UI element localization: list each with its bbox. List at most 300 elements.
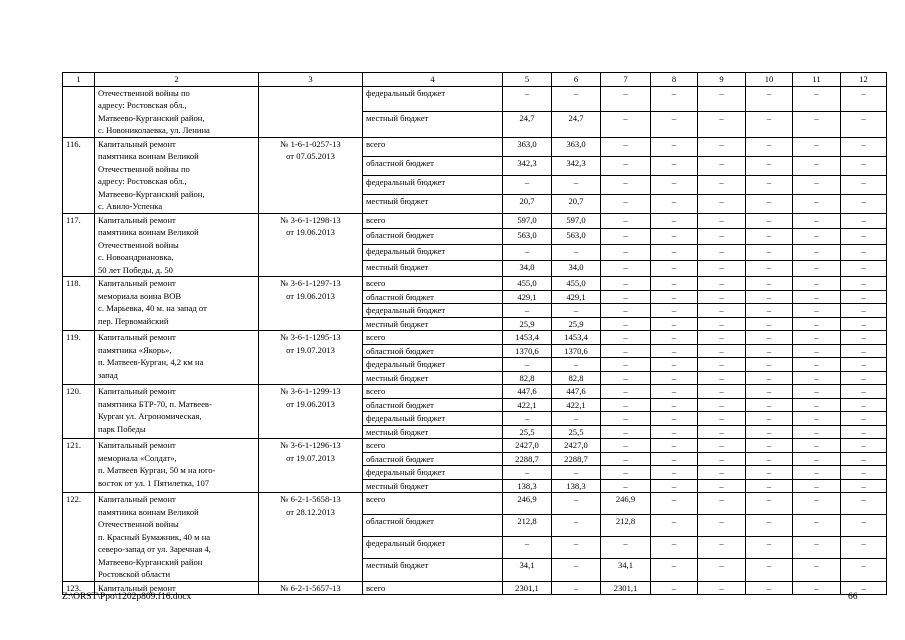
amount-cell: – — [601, 137, 651, 156]
amount-cell: – — [651, 137, 698, 156]
amount-cell: – — [793, 86, 841, 112]
text-line: № 3-6-1-1298-13 — [280, 214, 341, 225]
document-number — [259, 385, 363, 439]
amount-cell: – — [746, 175, 793, 194]
file-path: Z:\ORST\Ppo\1202p809.f16.docx — [62, 592, 192, 602]
amount-cell: – — [601, 290, 651, 304]
text-line: Капитальный ремонт — [98, 332, 176, 342]
amount-cell: – — [651, 213, 698, 229]
text-line: памятника воинам Великой — [98, 151, 199, 161]
text-line: с. Марьевка, 40 м. на запад от — [98, 303, 207, 313]
text-line: Капитальный ремонт — [98, 494, 176, 504]
text-line: Капитальный ремонт — [98, 138, 176, 149]
column-header: 7 — [601, 73, 651, 87]
amount-cell: – — [503, 466, 552, 480]
amount-cell: – — [651, 261, 698, 277]
text-line: Курган ул. Агрономическая, — [98, 411, 202, 421]
amount-cell: – — [651, 331, 698, 345]
amount-cell: – — [746, 452, 793, 466]
text-line: № 3-6-1-1296-13 — [280, 440, 341, 450]
text-line: Матвеево-Курганский район, — [98, 112, 205, 123]
amount-cell: – — [841, 137, 887, 156]
amount-cell: 422,1 — [503, 398, 552, 412]
table-row — [63, 493, 887, 515]
amount-cell: – — [793, 398, 841, 412]
text-line: № 3-6-1-1297-13 — [280, 278, 341, 288]
column-header: 2 — [95, 73, 259, 87]
amount-cell: – — [793, 559, 841, 581]
text-line: Капитальный ремонт — [98, 582, 176, 593]
amount-cell: – — [793, 317, 841, 331]
amount-cell: – — [841, 398, 887, 412]
amount-cell: – — [601, 466, 651, 480]
amount-cell: 429,1 — [503, 290, 552, 304]
table-row — [63, 385, 887, 399]
amount-cell: – — [746, 86, 793, 112]
amount-cell: – — [746, 385, 793, 399]
funding-source: всего — [363, 493, 503, 515]
text-line: с. Новоандриановка, — [98, 252, 174, 262]
funding-source: местный бюджет — [363, 261, 503, 277]
funding-source: местный бюджет — [363, 559, 503, 581]
amount-cell: 2427,0 — [503, 439, 552, 453]
amount-cell: 429,1 — [552, 290, 601, 304]
entry-description — [95, 493, 259, 582]
funding-source: областной бюджет — [363, 452, 503, 466]
amount-cell: – — [601, 245, 651, 261]
table-row — [63, 137, 887, 156]
amount-cell: – — [651, 425, 698, 439]
amount-cell: – — [841, 439, 887, 453]
amount-cell: – — [841, 358, 887, 372]
amount-cell: – — [651, 245, 698, 261]
amount-cell: 2288,7 — [552, 452, 601, 466]
amount-cell: – — [651, 452, 698, 466]
funding-source: местный бюджет — [363, 479, 503, 493]
text-line: от 19.06.2013 — [286, 227, 335, 237]
text-line: адресу: Ростовская обл., — [98, 100, 187, 110]
document-number — [259, 277, 363, 331]
funding-source: всего — [363, 277, 503, 291]
text-line: северо-запад от ул. Заречная 4, — [98, 544, 211, 554]
amount-cell: – — [552, 175, 601, 194]
entry-number: 120. — [63, 385, 95, 439]
amount-cell: – — [746, 479, 793, 493]
amount-cell: 138,3 — [552, 479, 601, 493]
page-number: 66 — [848, 592, 858, 602]
text-line: № 1-6-1-0257-13 — [280, 138, 341, 149]
amount-cell: – — [793, 194, 841, 213]
column-header: 3 — [259, 73, 363, 87]
table-row — [63, 213, 887, 229]
amount-cell: – — [601, 229, 651, 245]
amount-cell: – — [698, 581, 746, 595]
amount-cell: – — [841, 261, 887, 277]
amount-cell: 455,0 — [552, 277, 601, 291]
amount-cell: – — [503, 304, 552, 318]
amount-cell: 563,0 — [503, 229, 552, 245]
amount-cell: 447,6 — [552, 385, 601, 399]
amount-cell: – — [793, 213, 841, 229]
amount-cell: 2288,7 — [503, 452, 552, 466]
amount-cell: – — [601, 452, 651, 466]
amount-cell: – — [651, 358, 698, 372]
amount-cell: – — [552, 559, 601, 581]
amount-cell: – — [793, 304, 841, 318]
text-line: Отечественной войны — [98, 239, 179, 250]
amount-cell: – — [746, 425, 793, 439]
amount-cell: – — [698, 479, 746, 493]
amount-cell: 1453,4 — [503, 331, 552, 345]
document-number — [259, 439, 363, 493]
amount-cell: – — [651, 412, 698, 426]
column-header: 10 — [746, 73, 793, 87]
amount-cell: – — [793, 493, 841, 515]
amount-cell: – — [698, 137, 746, 156]
amount-cell: – — [601, 398, 651, 412]
text-line: с. Авило-Успенка — [98, 201, 163, 211]
column-number-row — [63, 73, 887, 87]
amount-cell: – — [841, 479, 887, 493]
amount-cell: – — [746, 515, 793, 537]
text-line: Ростовской области — [98, 569, 171, 579]
amount-cell: 342,3 — [503, 156, 552, 175]
amount-cell: 24,7 — [503, 112, 552, 138]
amount-cell: – — [698, 493, 746, 515]
amount-cell: – — [552, 412, 601, 426]
amount-cell: – — [552, 358, 601, 372]
amount-cell: – — [746, 194, 793, 213]
column-header: 1 — [63, 73, 95, 87]
amount-cell: – — [841, 290, 887, 304]
text-line: мемориала «Солдат», — [98, 452, 177, 463]
text-line: п. Красный Бумажник, 40 м на — [98, 531, 211, 542]
amount-cell: – — [841, 412, 887, 426]
text-line: от 19.06.2013 — [286, 398, 335, 409]
amount-cell: – — [503, 175, 552, 194]
amount-cell: 597,0 — [503, 213, 552, 229]
amount-cell: – — [746, 331, 793, 345]
amount-cell: 2301,1 — [503, 581, 552, 595]
amount-cell: – — [601, 112, 651, 138]
amount-cell: – — [841, 156, 887, 175]
amount-cell: – — [601, 439, 651, 453]
text-line: № 3-6-1-1295-13 — [280, 332, 341, 342]
amount-cell: – — [552, 537, 601, 559]
amount-cell: 212,8 — [503, 515, 552, 537]
amount-cell: – — [746, 229, 793, 245]
entry-number — [63, 86, 95, 137]
entry-number: 116. — [63, 137, 95, 213]
amount-cell: – — [651, 194, 698, 213]
funding-source: федеральный бюджет — [363, 175, 503, 194]
amount-cell: 34,0 — [503, 261, 552, 277]
text-line: № 6-2-1-5657-13 — [280, 582, 341, 593]
amount-cell: 82,8 — [503, 371, 552, 385]
amount-cell: – — [746, 137, 793, 156]
amount-cell: – — [698, 213, 746, 229]
amount-cell: – — [651, 290, 698, 304]
amount-cell: – — [651, 537, 698, 559]
amount-cell: – — [552, 581, 601, 595]
text-line: Матвеево-Курганский район — [98, 556, 203, 567]
text-line: Отечественной войны — [98, 519, 179, 529]
table-body — [63, 73, 887, 595]
amount-cell: – — [698, 112, 746, 138]
amount-cell: – — [746, 290, 793, 304]
entry-description — [95, 331, 259, 385]
text-line: Матвеево-Курганский район, — [98, 188, 205, 199]
amount-cell: – — [746, 245, 793, 261]
amount-cell: – — [793, 385, 841, 399]
amount-cell: 1370,6 — [503, 344, 552, 358]
amount-cell: – — [651, 466, 698, 480]
amount-cell: – — [651, 156, 698, 175]
amount-cell: – — [601, 317, 651, 331]
amount-cell: – — [841, 537, 887, 559]
amount-cell: – — [698, 194, 746, 213]
document-number — [259, 331, 363, 385]
amount-cell: – — [552, 86, 601, 112]
text-line: памятника воинам Великой — [98, 227, 199, 237]
amount-cell: – — [841, 331, 887, 345]
amount-cell: – — [746, 371, 793, 385]
amount-cell: – — [793, 175, 841, 194]
text-line: Отечественной войны по — [98, 87, 190, 98]
document-number — [259, 86, 363, 137]
amount-cell: – — [503, 412, 552, 426]
text-line: мемориала воина ВОВ — [98, 290, 182, 301]
amount-cell: – — [841, 559, 887, 581]
amount-cell: – — [651, 371, 698, 385]
amount-cell: – — [698, 439, 746, 453]
text-line: от 07.05.2013 — [286, 151, 335, 161]
text-line: Капитальный ремонт — [98, 278, 176, 288]
amount-cell: – — [651, 398, 698, 412]
amount-cell: – — [793, 331, 841, 345]
amount-cell: – — [698, 261, 746, 277]
amount-cell: – — [552, 515, 601, 537]
amount-cell: – — [698, 344, 746, 358]
amount-cell: – — [651, 229, 698, 245]
amount-cell: – — [793, 137, 841, 156]
amount-cell: – — [651, 559, 698, 581]
amount-cell: – — [841, 344, 887, 358]
amount-cell: – — [746, 344, 793, 358]
amount-cell: – — [746, 581, 793, 595]
amount-cell: – — [841, 493, 887, 515]
amount-cell: – — [746, 466, 793, 480]
amount-cell: 342,3 — [552, 156, 601, 175]
amount-cell: – — [651, 479, 698, 493]
amount-cell: – — [698, 358, 746, 372]
document-number — [259, 137, 363, 213]
funding-source: федеральный бюджет — [363, 86, 503, 112]
amount-cell: – — [841, 304, 887, 318]
text-line: памятника «Якорь», — [98, 344, 172, 355]
funding-source: федеральный бюджет — [363, 412, 503, 426]
text-line: № 6-2-1-5658-13 — [280, 494, 341, 504]
document-number — [259, 493, 363, 582]
amount-cell: – — [793, 537, 841, 559]
amount-cell: – — [793, 466, 841, 480]
text-line: № 3-6-1-1299-13 — [280, 386, 341, 396]
amount-cell: – — [746, 559, 793, 581]
text-line: запад — [98, 369, 118, 380]
funding-source: областной бюджет — [363, 515, 503, 537]
amount-cell: – — [841, 213, 887, 229]
amount-cell: – — [651, 317, 698, 331]
amount-cell: – — [601, 194, 651, 213]
funding-source: федеральный бюджет — [363, 304, 503, 318]
amount-cell: – — [698, 425, 746, 439]
amount-cell: – — [698, 515, 746, 537]
amount-cell: – — [841, 515, 887, 537]
amount-cell: – — [746, 493, 793, 515]
amount-cell: – — [503, 86, 552, 112]
amount-cell: – — [841, 194, 887, 213]
amount-cell: 246,9 — [503, 493, 552, 515]
amount-cell: 82,8 — [552, 371, 601, 385]
amount-cell: – — [698, 156, 746, 175]
text-line: восток от ул. 1 Пятилетка, 107 — [98, 477, 210, 488]
amount-cell: – — [651, 515, 698, 537]
amount-cell: – — [601, 358, 651, 372]
column-header: 9 — [698, 73, 746, 87]
amount-cell: – — [746, 213, 793, 229]
text-line: Отечественной войны по — [98, 163, 190, 174]
amount-cell: – — [698, 175, 746, 194]
column-header: 4 — [363, 73, 503, 87]
amount-cell: – — [746, 439, 793, 453]
amount-cell: 2301,1 — [601, 581, 651, 595]
amount-cell: – — [746, 398, 793, 412]
text-line: памятника БТР-70, п. Матвеев- — [98, 398, 212, 409]
funding-source: областной бюджет — [363, 290, 503, 304]
amount-cell: – — [651, 439, 698, 453]
text-line: Капитальный ремонт — [98, 440, 176, 450]
amount-cell: – — [601, 537, 651, 559]
amount-cell: – — [601, 385, 651, 399]
amount-cell: – — [651, 385, 698, 399]
amount-cell: – — [746, 317, 793, 331]
amount-cell: 20,7 — [503, 194, 552, 213]
amount-cell: – — [793, 261, 841, 277]
amount-cell: – — [503, 358, 552, 372]
amount-cell: – — [651, 86, 698, 112]
text-line: п. Матвеев-Курган, 4,2 км на — [98, 357, 204, 367]
amount-cell: – — [841, 175, 887, 194]
amount-cell: – — [698, 229, 746, 245]
amount-cell: 34,1 — [601, 559, 651, 581]
funding-source: областной бюджет — [363, 156, 503, 175]
budget-table — [62, 72, 887, 595]
amount-cell: – — [601, 479, 651, 493]
amount-cell: – — [601, 261, 651, 277]
amount-cell: – — [698, 245, 746, 261]
funding-source: местный бюджет — [363, 317, 503, 331]
amount-cell: – — [698, 452, 746, 466]
text-line: пер. Первомайский — [98, 315, 169, 326]
amount-cell: – — [793, 245, 841, 261]
amount-cell: 447,6 — [503, 385, 552, 399]
amount-cell: 455,0 — [503, 277, 552, 291]
amount-cell: 363,0 — [552, 137, 601, 156]
amount-cell: – — [601, 412, 651, 426]
amount-cell: 246,9 — [601, 493, 651, 515]
amount-cell: – — [698, 466, 746, 480]
funding-source: федеральный бюджет — [363, 358, 503, 372]
entry-number: 118. — [63, 277, 95, 331]
amount-cell: 363,0 — [503, 137, 552, 156]
funding-source: федеральный бюджет — [363, 537, 503, 559]
funding-source: федеральный бюджет — [363, 245, 503, 261]
amount-cell: – — [503, 245, 552, 261]
text-line: от 28.12.2013 — [286, 506, 335, 517]
column-header: 5 — [503, 73, 552, 87]
entry-description — [95, 86, 259, 137]
table-row — [63, 86, 887, 112]
amount-cell: – — [698, 317, 746, 331]
amount-cell: – — [601, 277, 651, 291]
amount-cell: – — [841, 86, 887, 112]
amount-cell: – — [698, 412, 746, 426]
amount-cell: 212,8 — [601, 515, 651, 537]
amount-cell: – — [601, 86, 651, 112]
amount-cell: 563,0 — [552, 229, 601, 245]
column-header: 6 — [552, 73, 601, 87]
text-line: 50 лет Победы, д. 50 — [98, 264, 173, 275]
amount-cell: 25,5 — [503, 425, 552, 439]
amount-cell: – — [651, 581, 698, 595]
amount-cell: – — [841, 466, 887, 480]
funding-source: всего — [363, 385, 503, 399]
funding-source: местный бюджет — [363, 371, 503, 385]
amount-cell: – — [601, 371, 651, 385]
amount-cell: – — [651, 344, 698, 358]
amount-cell: – — [841, 229, 887, 245]
amount-cell: – — [841, 277, 887, 291]
amount-cell: – — [793, 412, 841, 426]
amount-cell: – — [746, 537, 793, 559]
amount-cell: – — [601, 331, 651, 345]
entry-number: 117. — [63, 213, 95, 277]
amount-cell: – — [841, 371, 887, 385]
entry-number: 122. — [63, 493, 95, 582]
amount-cell: – — [793, 479, 841, 493]
funding-source: всего — [363, 439, 503, 453]
entry-description — [95, 277, 259, 331]
entry-description — [95, 213, 259, 277]
amount-cell: – — [793, 344, 841, 358]
amount-cell: – — [698, 398, 746, 412]
amount-cell: – — [601, 425, 651, 439]
amount-cell: – — [746, 304, 793, 318]
amount-cell: – — [601, 344, 651, 358]
amount-cell: – — [841, 452, 887, 466]
amount-cell: – — [651, 304, 698, 318]
amount-cell: – — [793, 581, 841, 595]
funding-source: местный бюджет — [363, 112, 503, 138]
amount-cell: – — [552, 304, 601, 318]
amount-cell: 1453,4 — [552, 331, 601, 345]
amount-cell: – — [601, 213, 651, 229]
amount-cell: – — [698, 371, 746, 385]
amount-cell: – — [698, 537, 746, 559]
amount-cell: – — [552, 493, 601, 515]
funding-source: всего — [363, 137, 503, 156]
entry-description — [95, 385, 259, 439]
